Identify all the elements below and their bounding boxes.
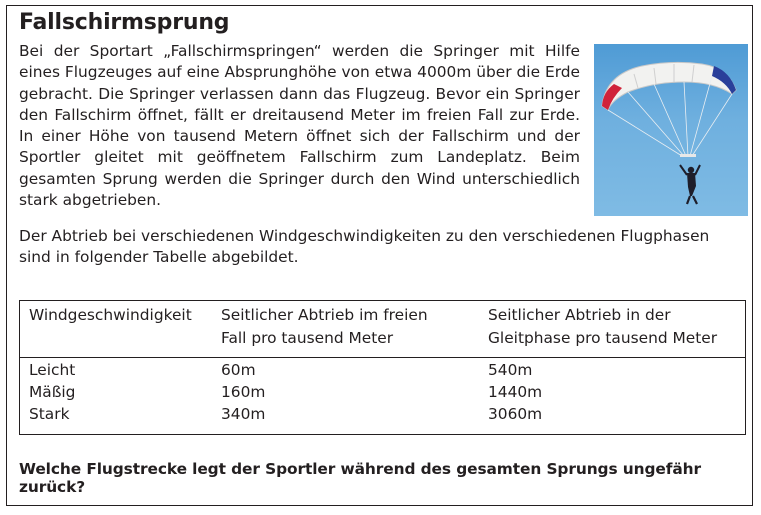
- table-header: Seitlicher Abtrieb in der Gleitphase pro tausend Meter: [488, 306, 718, 347]
- table-cell: Stark: [29, 405, 70, 423]
- table-cell: 3060m: [488, 405, 543, 423]
- table-cell: 1440m: [488, 383, 543, 401]
- task-intro: Bei der Sportart „Fallschirmspringen“ werden die Springer mit Hilfe eines Flugzeuges auf eine Absprunghöhe von etwa 4000m über die Erde gebracht. Die Springer verlassen dann das Flugzeug. Bevor ein Springer den Fallschirm öffnet, fällt er dreitausend Meter im freien Fall zur Erde. In einer Höhe von tausend Metern öffnet sich der Fallschirm und der Sportler gleitet mit geöffnetem Fallschirm zum Landeplatz. Beim gesamten Sprung werden die Springer durch den Wind unterschiedlich stark abgetrieben.: [19, 42, 580, 210]
- table-cell: Leicht: [29, 361, 76, 379]
- task-question: Welche Flugstrecke legt der Sportler während des gesamten Sprungs ungefähr zurück?: [19, 460, 701, 496]
- table-cell: 340m: [221, 405, 266, 423]
- table-cell: 60m: [221, 361, 256, 379]
- task-title: Fallschirmsprung: [19, 10, 230, 35]
- table-header: Windgeschwindigkeit: [29, 306, 192, 324]
- table-header-row: [20, 301, 745, 358]
- table-cell: 540m: [488, 361, 533, 379]
- parachute-icon: [594, 44, 748, 216]
- parachutist-photo: [594, 44, 748, 216]
- table-cell: 160m: [221, 383, 266, 401]
- table-cell: Mäßig: [29, 383, 76, 401]
- table-header: Seitlicher Abtrieb im freien Fall pro tausend Meter: [221, 306, 428, 347]
- drift-table: [19, 300, 746, 435]
- task-intro-tail: Der Abtrieb bei verschiedenen Windgeschwindigkeiten zu den verschiedenen Flugphasen sind in folgender Tabelle abgebildet.: [19, 227, 710, 267]
